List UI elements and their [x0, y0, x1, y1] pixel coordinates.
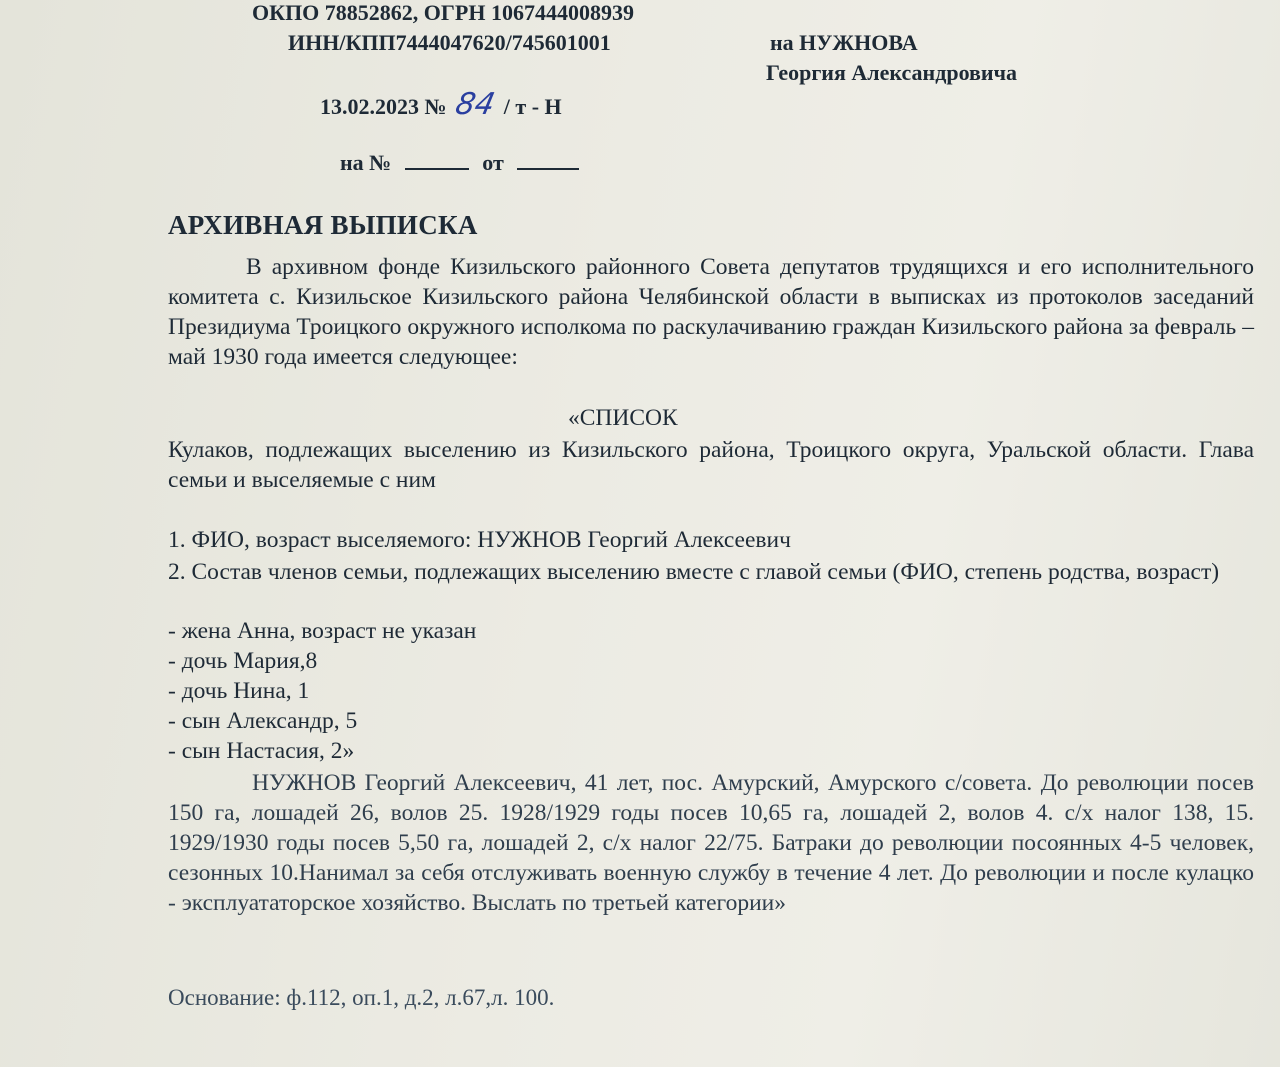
- list-subtitle: Кулаков, подлежащих выселению из Кизильского района, Троицкого округа, Уральской области. Глава семьи и выселяемые с ним: [168, 437, 1254, 493]
- document-title: АРХИВНАЯ ВЫПИСКА: [168, 210, 478, 240]
- basis-line: Основание: ф.112, оп.1, д.2, л.67,л. 100.: [168, 985, 555, 1010]
- okpo-ogrn-line: ОКПО 78852862, ОГРН 1067444008939: [252, 0, 634, 25]
- family-member: - жена Анна, возраст не указан: [168, 618, 477, 644]
- list-title: «СПИСОК: [568, 405, 678, 431]
- registration-line: [320, 87, 562, 122]
- details-paragraph: НУЖНОВ Георгий Алексеевич, 41 лет, пос. Амурский, Амурского с/совета. До революции посев 150 га, лошадей 26, волов 25. 1928/1929 годы посев 10,65 га, лошадей 2, волов 4. с/х налог 138, 15. 1929/1930 годы посев 5,50 га, лошадей 2, с/х налог 22/75. Батраки до революции посоянных 4-5 человек, сезонных 10.Нанимал за себя отслуживать военную службу в течение 4 лет. До революции и после кулацко - эксплуататорское хозяйство. Выслать по третьей категории»: [168, 770, 1254, 916]
- list-item-2: 2. Состав членов семьи, подлежащих выселению вместе с главой семьи (ФИО, степень родства, возраст): [168, 559, 1220, 585]
- family-member: - сын Александр, 5: [168, 708, 358, 734]
- number-suffix: / т - Н: [503, 94, 562, 119]
- reference-na-label: на №: [340, 150, 392, 175]
- family-member: - дочь Нина, 1: [168, 678, 310, 704]
- reference-date-blank: [517, 150, 579, 170]
- recipient-name: Георгия Александровича: [766, 60, 1018, 85]
- reference-ot-label: от: [482, 150, 504, 175]
- reference-line: [340, 150, 579, 176]
- family-member: - дочь Мария,8: [168, 648, 318, 674]
- reference-number-blank: [405, 150, 469, 170]
- registration-date: 13.02.2023: [320, 94, 419, 119]
- number-sign: №: [424, 94, 447, 119]
- intro-paragraph: В архивном фонде Кизильского районного Совета депутатов трудящихся и его исполнительного комитета с. Кизильское Кизильского района Челябинской области в выписках из протоколов заседаний Президиума Троицкого окружного исполкома по раскулачиванию граждан Кизильского района за февраль – май 1930 года имеется следующее:: [168, 254, 1254, 370]
- list-item-1: 1. ФИО, возраст выселяемого: НУЖНОВ Георгий Алексеевич: [168, 527, 791, 553]
- inn-kpp-line: ИНН/КПП7444047620/745601001: [288, 30, 611, 55]
- handwritten-number: 84: [452, 87, 499, 122]
- family-member: - сын Настасия, 2»: [168, 738, 355, 764]
- recipient-surname: на НУЖНОВА: [770, 30, 918, 55]
